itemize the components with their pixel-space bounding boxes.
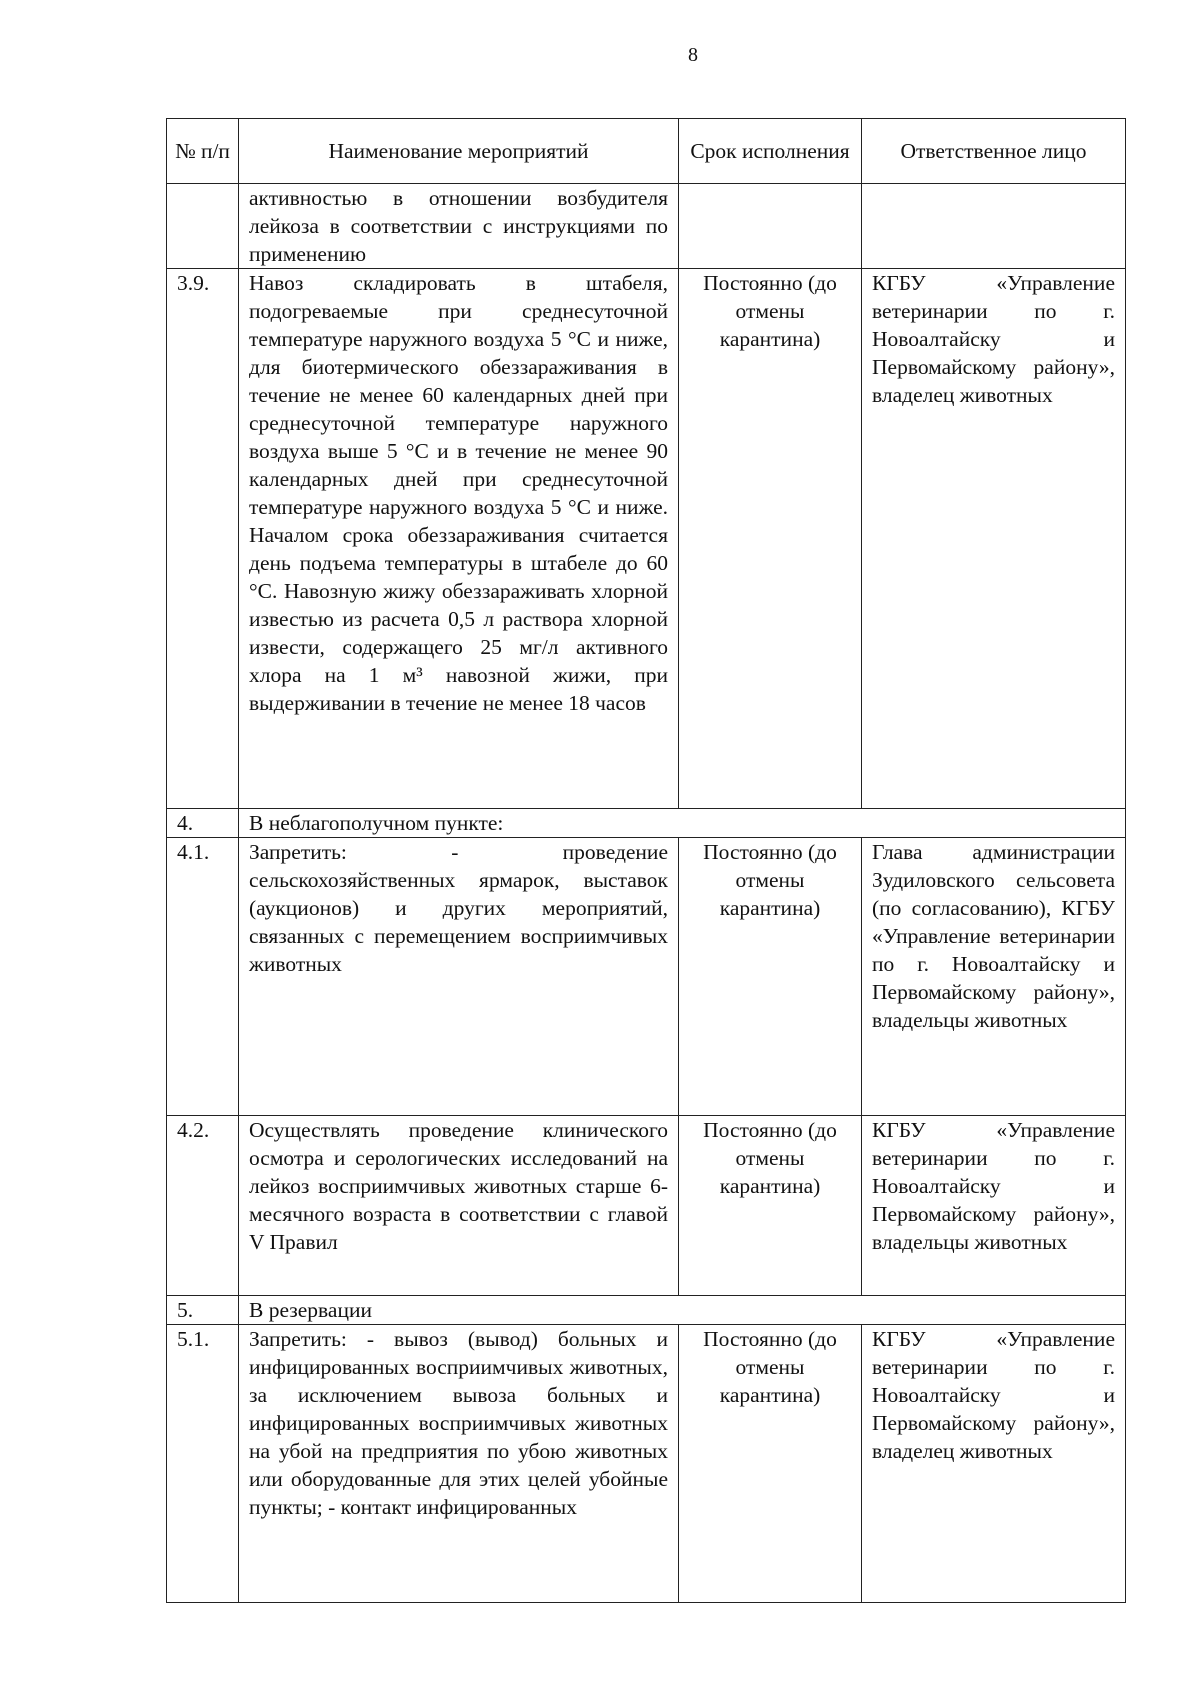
row-name: Запретить: - проведение сельскохозяйственных ярмарок, выставок (аукционов) и других мероприятий, связанных с перемещением восприимчивых животных — [239, 838, 679, 1116]
row-num: 4.1. — [167, 838, 239, 1116]
table-row — [167, 184, 1126, 269]
row-term: Постоянно (до отмены карантина) — [679, 1116, 862, 1296]
header-responsible: Ответственное лицо — [862, 119, 1126, 184]
row-num: 5.1. — [167, 1325, 239, 1603]
table-row — [167, 1325, 1126, 1603]
measures-table — [166, 118, 1126, 1603]
row-name: В резервации — [239, 1296, 1126, 1325]
row-term — [679, 184, 862, 269]
row-term: Постоянно (до отмены карантина) — [679, 1325, 862, 1603]
row-num: 3.9. — [167, 269, 239, 809]
row-name: Навоз складировать в штабеля, подогреваемые при среднесуточной температуре наружного воздуха 5 °С и ниже, для биотермического обеззараживания в течение не менее 60 календарных дней при среднесуточной температуре наружного воздуха выше 5 °С и в течение не менее 90 календарных дней при среднесуточной температуре наружного воздуха 5 °С и ниже. Началом срока обеззараживания считается день подъема температуры в штабеле до 60 °С. Навозную жижу обеззараживать хлорной известью из расчета 0,5 л раствора хлорной извести, содержащего 25 мг/л активного хлора на 1 м³ навозной жижи, при выдерживании в течение не менее 18 часов — [239, 269, 679, 809]
page-number: 8 — [688, 44, 698, 66]
header-num: № п/п — [167, 119, 239, 184]
header-name: Наименование мероприятий — [239, 119, 679, 184]
table-header-row — [167, 119, 1126, 184]
row-responsible: КГБУ «Управление ветеринарии по г. Новоалтайску и Первомайскому району», владелец животных — [862, 1325, 1126, 1603]
table-row — [167, 809, 1126, 838]
row-responsible: Глава администрации Зудиловского сельсовета (по согласованию), КГБУ «Управление ветеринарии по г. Новоалтайску и Первомайскому району», владельцы животных — [862, 838, 1126, 1116]
row-name: активностью в отношении возбудителя лейкоза в соответствии с инструкциями по применению — [239, 184, 679, 269]
table-row — [167, 269, 1126, 809]
row-responsible: КГБУ «Управление ветеринарии по г. Новоалтайску и Первомайскому району», владелец животных — [862, 269, 1126, 809]
row-term: Постоянно (до отмены карантина) — [679, 269, 862, 809]
row-name: В неблагополучном пункте: — [239, 809, 1126, 838]
header-term: Срок исполнения — [679, 119, 862, 184]
row-name: Запретить: - вывоз (вывод) больных и инфицированных восприимчивых животных, за исключением вывоза больных и инфицированных восприимчивых животных на убой на предприятия по убою животных или оборудованные для этих целей убойные пункты; - контакт инфицированных — [239, 1325, 679, 1603]
row-num: 4. — [167, 809, 239, 838]
row-responsible — [862, 184, 1126, 269]
row-num — [167, 184, 239, 269]
row-term: Постоянно (до отмены карантина) — [679, 838, 862, 1116]
table-row — [167, 1116, 1126, 1296]
table-row — [167, 838, 1126, 1116]
table-row — [167, 1296, 1126, 1325]
row-name: Осуществлять проведение клинического осмотра и серологических исследований на лейкоз восприимчивых животных старше 6-месячного возраста в соответствии с главой V Правил — [239, 1116, 679, 1296]
row-num: 5. — [167, 1296, 239, 1325]
row-responsible: КГБУ «Управление ветеринарии по г. Новоалтайску и Первомайскому району», владельцы животных — [862, 1116, 1126, 1296]
row-num: 4.2. — [167, 1116, 239, 1296]
